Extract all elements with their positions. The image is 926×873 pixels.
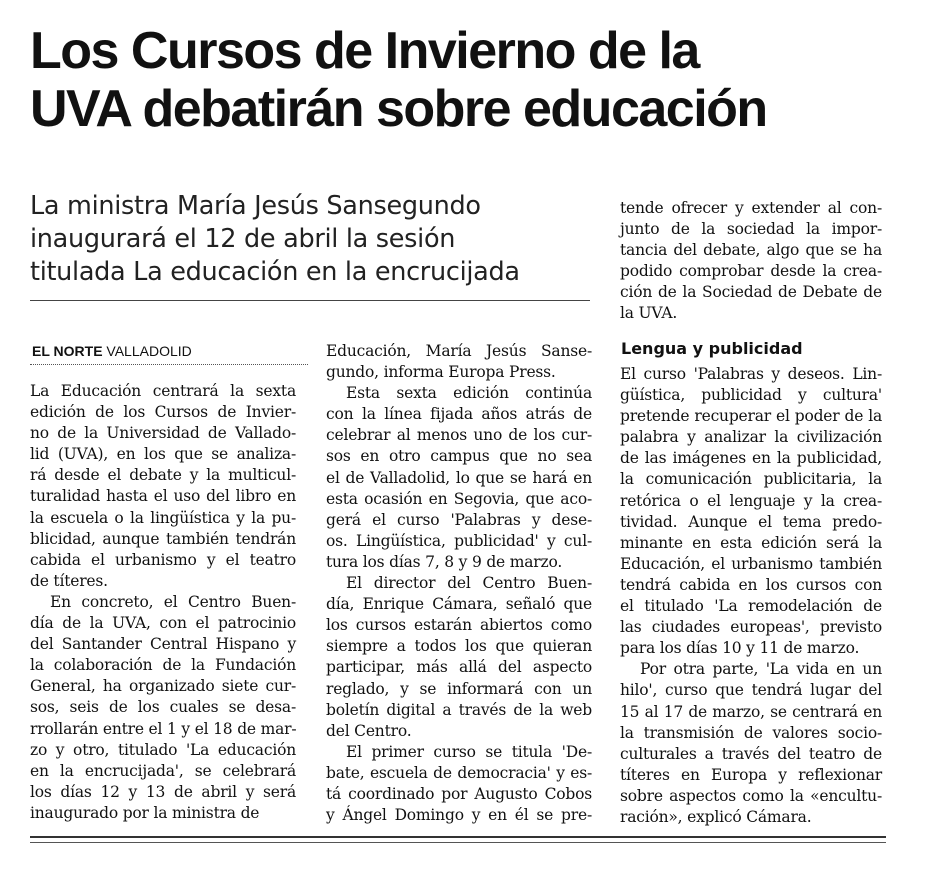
text-line: no de la Universidad de Vallado-: [30, 424, 296, 443]
text-line: boletín digital a través de la web: [326, 700, 592, 719]
text-line: sos, seis de los cuales se desa-: [30, 698, 296, 717]
text-line: las ciudades europeas', previsto: [620, 618, 882, 637]
headline: [30, 22, 910, 138]
text-line: palabra y analizar la civilización: [620, 428, 882, 447]
text-line: El primer curso se titula 'De-: [346, 742, 592, 761]
subheadline-line-3: titulada La educación en la encrucijada: [30, 257, 520, 287]
article-column-2: [326, 341, 592, 826]
text-line: tendrá cabida en los cursos con: [620, 575, 882, 594]
text-line: siempre a todos los que quieran: [326, 637, 592, 656]
text-line: podido comprobar desde la crea-: [620, 262, 882, 281]
text-line: la colaboración de la Fundación: [30, 656, 296, 675]
text-line: zo y otro, titulado 'La educación: [30, 740, 296, 759]
text-line: ción de la Sociedad de Debate de: [620, 283, 882, 302]
article-column-3-bottom: [620, 364, 882, 828]
byline-paper: EL NORTE: [32, 343, 103, 359]
subheadline-line-1: La ministra María Jesús Sansegundo: [30, 191, 481, 221]
text-line: tancia del debate, algo que se ha: [620, 241, 882, 260]
text-line: ración», explicó Cámara.: [620, 807, 812, 826]
text-line: General, ha organizado siete cur-: [30, 677, 296, 696]
text-line: En concreto, el Centro Buen-: [50, 592, 296, 611]
page-bottom-rule: [30, 836, 886, 843]
text-line: culturales a través del teatro de: [620, 744, 882, 763]
text-line: junto de la sociedad la impor-: [620, 220, 882, 239]
text-line: los cursos estarán abiertos como: [326, 616, 592, 635]
text-line: con la línea fijada años atrás de: [326, 405, 592, 424]
text-line: participar, más allá del aspecto: [326, 658, 592, 677]
article-column-3-top: [620, 198, 882, 325]
text-line: 15 al 17 de marzo, se centrará en: [620, 702, 882, 721]
text-line: del Santander Central Hispano y: [30, 635, 296, 654]
text-line: El curso 'Palabras y deseos. Lin-: [620, 365, 882, 383]
text-line: güística, publicidad y cultura': [620, 386, 882, 405]
section-subtitle: Lengua y publicidad: [621, 339, 803, 358]
text-line: del Centro.: [326, 721, 412, 740]
text-line: en la encrucijada', se celebrará: [30, 761, 296, 780]
text-line: turalidad hasta el uso del libro en: [30, 487, 296, 506]
text-line: de las imágenes en la publicidad,: [620, 449, 882, 468]
text-line: día, Enrique Cámara, señaló que: [326, 595, 592, 614]
text-line: tura los días 7, 8 y 9 de marzo.: [326, 552, 563, 571]
text-line: día de la UVA, con el patrocinio: [30, 614, 296, 633]
text-line: gundo, informa Europa Press.: [326, 363, 556, 382]
text-line: el de Valladolid, lo que se hará en: [326, 468, 592, 487]
text-line: esta ocasión en Segovia, que aco-: [326, 489, 592, 508]
text-line: sobre aspectos como la «encultu-: [620, 786, 882, 805]
text-line: rá desde el debate y la multicul-: [30, 466, 296, 485]
text-line: el titulado 'La remodelación de: [620, 597, 882, 616]
text-line: la escuela o la lingüística y la pu-: [30, 508, 296, 527]
text-line: inaugurado por la ministra de: [30, 803, 260, 822]
text-line: retórica o el lenguaje y la crea-: [620, 491, 882, 510]
text-line: Por otra parte, 'La vida en un: [640, 660, 882, 679]
text-line: reglado, y se informará con un: [326, 679, 592, 698]
text-line: y Ángel Domingo y en él se pre-: [326, 806, 592, 825]
text-line: bate, escuela de democracia' y es-: [326, 763, 592, 782]
subheadline: [30, 190, 590, 289]
text-line: blicidad, aunque también tendrán: [30, 529, 296, 548]
text-line: de títeres.: [30, 571, 108, 590]
text-line: Educación, el urbanismo también: [620, 554, 882, 573]
text-line: edición de los Cursos de Invier-: [30, 403, 296, 422]
text-line: lid (UVA), en los que se analiza-: [30, 445, 296, 464]
text-line: pretende recuperar el poder de la: [620, 407, 882, 426]
text-line: Educación, María Jesús Sanse-: [326, 342, 592, 360]
subheadline-divider: [30, 300, 590, 301]
text-line: Esta sexta edición continúa: [346, 384, 592, 403]
headline-line-1: Los Cursos de Invierno de la: [30, 22, 699, 80]
text-line: gerá el curso 'Palabras y dese-: [326, 510, 592, 529]
text-line: tá coordinado por Augusto Cobos: [326, 784, 592, 803]
text-line: cabida el urbanismo y el teatro: [30, 550, 296, 569]
text-line: la UVA.: [620, 304, 678, 323]
text-line: la transmisión de valores socio-: [620, 723, 882, 742]
text-line: títeres en Europa y reflexionar: [620, 765, 882, 784]
byline-place: VALLADOLID: [106, 343, 192, 359]
text-line: La Educación centrará la sexta: [30, 382, 296, 400]
text-line: El director del Centro Buen-: [346, 574, 592, 593]
text-line: tende ofrecer y extender al con-: [620, 199, 882, 217]
text-line: la comunicación publicitaria, la: [620, 470, 882, 489]
text-line: minante en esta edición será la: [620, 533, 882, 552]
byline-divider: [30, 364, 308, 365]
subheadline-line-2: inaugurará el 12 de abril la sesión: [30, 224, 456, 254]
text-line: sos en otro campus que no sea: [326, 447, 592, 466]
text-line: tividad. Aunque el tema predo-: [620, 512, 882, 531]
article-column-1: [30, 381, 296, 824]
text-line: celebrar al menos uno de los cur-: [326, 426, 592, 445]
text-line: rrollarán entre el 1 y el 18 de mar-: [30, 719, 297, 738]
text-line: para los días 10 y 11 de marzo.: [620, 639, 860, 658]
text-line: los días 12 y 13 de abril y será: [30, 782, 296, 801]
headline-line-2: UVA debatirán sobre educación: [30, 80, 767, 138]
text-line: os. Lingüística, publicidad' y cul-: [326, 531, 592, 550]
text-line: hilo', curso que tendrá lugar del: [620, 681, 882, 700]
byline: [32, 343, 192, 359]
